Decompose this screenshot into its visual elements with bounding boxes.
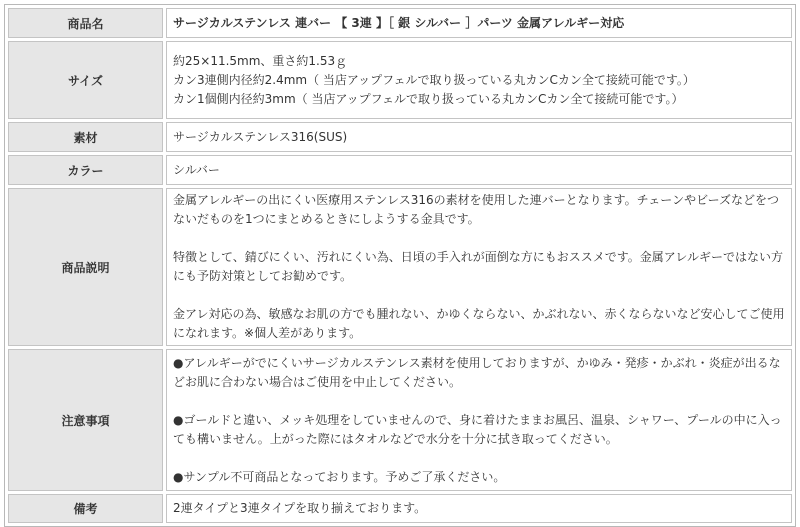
- row-description: [8, 188, 792, 346]
- description-paragraph: 金アレ対応の為、敏感なお肌の方でも腫れない、かゆくならない、かぶれない、赤くならないなど安心してご使用になれます。※個人差があります。: [173, 307, 785, 340]
- value-material: サージカルステンレス316(SUS): [166, 122, 792, 152]
- label-color: カラー: [8, 155, 163, 185]
- value-product-name: サージカルステンレス 連バー 【 3連 】［ 銀 シルバー ］パーツ 金属アレルギー対応: [166, 8, 792, 38]
- description-paragraph: 特徴として、錆びにくい、汚れにくい為、日頃の手入れが面倒な方にもおススメです。金属アレルギーではない方にも予防対策としてお勧めです。: [173, 250, 784, 283]
- row-size: [8, 41, 792, 119]
- label-caution: 注意事項: [8, 349, 163, 491]
- description-paragraph: 金属アレルギーの出にくい医療用ステンレス316の素材を使用した連バーとなります。チェーンやビーズなどをつないだものを1つにまとめるときにしようする金具です。: [173, 193, 779, 226]
- row-product-name: [8, 8, 792, 38]
- value-color: シルバー: [166, 155, 792, 185]
- size-line: カン1個側内径約3mm（ 当店アップフェルで取り扱っている丸カンCカン全て接続可能です。）: [173, 91, 684, 106]
- row-material: [8, 122, 792, 152]
- label-product-name: 商品名: [8, 8, 163, 38]
- label-size: サイズ: [8, 41, 163, 119]
- size-line: カン3連側内径約2.4mm（ 当店アップフェルで取り扱っている丸カンCカン全て接続可能です。）: [173, 72, 695, 87]
- product-spec-table: [4, 4, 796, 527]
- label-material: 素材: [8, 122, 163, 152]
- row-caution: [8, 349, 792, 491]
- caution-paragraph: ●アレルギーがでにくいサージカルステンレス素材を使用しておりますが、かゆみ・発疹・かぶれ・炎症が出るなどお肌に合わない場合はご使用を中止してください。: [173, 355, 781, 389]
- value-caution: [166, 349, 792, 491]
- value-description: [166, 188, 792, 346]
- value-size: [166, 41, 792, 119]
- caution-paragraph: ●サンプル不可商品となっております。予めご了承ください。: [173, 469, 506, 484]
- size-line: 約25×11.5mm、重さ約1.53ｇ: [173, 53, 348, 68]
- row-color: [8, 155, 792, 185]
- label-description: 商品説明: [8, 188, 163, 346]
- row-notes: [8, 494, 792, 523]
- value-notes: 2連タイプと3連タイプを取り揃えております。: [166, 494, 792, 523]
- label-notes: 備考: [8, 494, 163, 523]
- caution-paragraph: ●ゴールドと違い、メッキ処理をしていませんので、身に着けたままお風呂、温泉、シャワー、プールの中に入っても構いません。上がった際にはタオルなどで水分を十分に拭き取ってください。: [173, 412, 782, 446]
